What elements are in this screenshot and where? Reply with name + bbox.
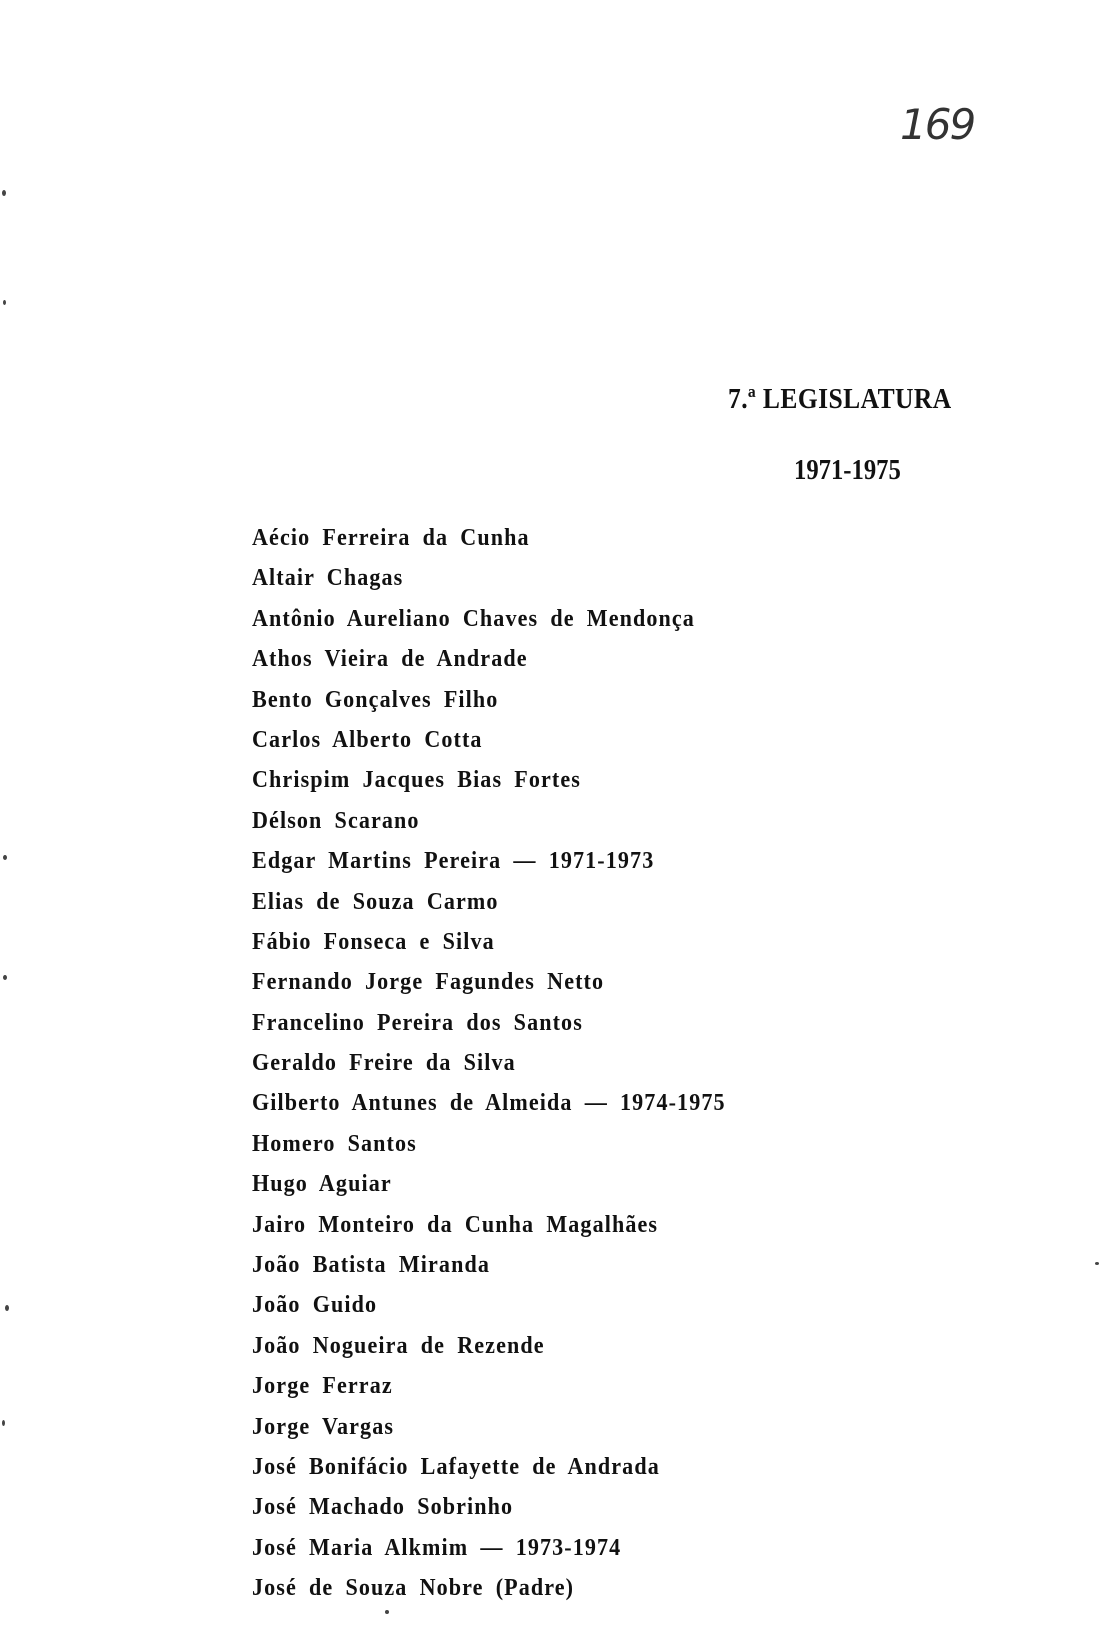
member-name: Geraldo Freire da Silva xyxy=(252,1050,516,1077)
member-name: Chrispim Jacques Bias Fortes xyxy=(252,767,582,794)
member-name: Jorge Vargas xyxy=(252,1413,395,1440)
scan-speck xyxy=(5,1305,9,1311)
member-list xyxy=(252,518,767,1609)
member-name: Carlos Alberto Cotta xyxy=(252,726,483,753)
member-name: João Nogueira de Rezende xyxy=(252,1332,545,1359)
member-name: Francelino Pereira dos Santos xyxy=(252,1009,583,1036)
scan-speck xyxy=(3,855,7,860)
scan-speck xyxy=(2,190,6,196)
member-name: Délson Scarano xyxy=(252,807,420,834)
member-name: José Bonifácio Lafayette de Andrada xyxy=(252,1453,660,1480)
member-name: José de Souza Nobre (Padre) xyxy=(252,1575,575,1602)
member-name: Fernando Jorge Fagundes Netto xyxy=(252,969,605,996)
legislature-period: 1971-1975 xyxy=(794,454,901,486)
legislature-heading: 7.ª LEGISLATURA xyxy=(728,383,952,415)
member-name: Antônio Aureliano Chaves de Mendonça xyxy=(252,605,695,632)
member-name: José Machado Sobrinho xyxy=(252,1494,514,1521)
scan-speck xyxy=(3,300,6,305)
member-name: Elias de Souza Carmo xyxy=(252,888,499,915)
member-name: Hugo Aguiar xyxy=(252,1171,392,1198)
scan-speck xyxy=(3,975,7,980)
member-name: João Batista Miranda xyxy=(252,1252,490,1279)
member-name: Gilberto Antunes de Almeida — 1974-1975 xyxy=(252,1090,726,1117)
scan-speck xyxy=(385,1610,389,1614)
scan-speck xyxy=(1095,1262,1099,1265)
scan-speck xyxy=(2,1420,5,1426)
member-name: Altair Chagas xyxy=(252,565,404,592)
handwritten-page-number: 169 xyxy=(900,100,975,149)
member-name: Jairo Monteiro da Cunha Magalhães xyxy=(252,1211,659,1238)
member-name: Fábio Fonseca e Silva xyxy=(252,928,495,955)
member-name: Athos Vieira de Andrade xyxy=(252,646,528,673)
member-name: José Maria Alkmim — 1973-1974 xyxy=(252,1534,622,1561)
member-name: Bento Gonçalves Filho xyxy=(252,686,499,713)
member-name: Aécio Ferreira da Cunha xyxy=(252,525,530,551)
member-name: Homero Santos xyxy=(252,1130,417,1157)
member-name: João Guido xyxy=(252,1292,378,1319)
member-name: Jorge Ferraz xyxy=(252,1373,393,1400)
member-name: Edgar Martins Pereira — 1971-1973 xyxy=(252,848,655,875)
